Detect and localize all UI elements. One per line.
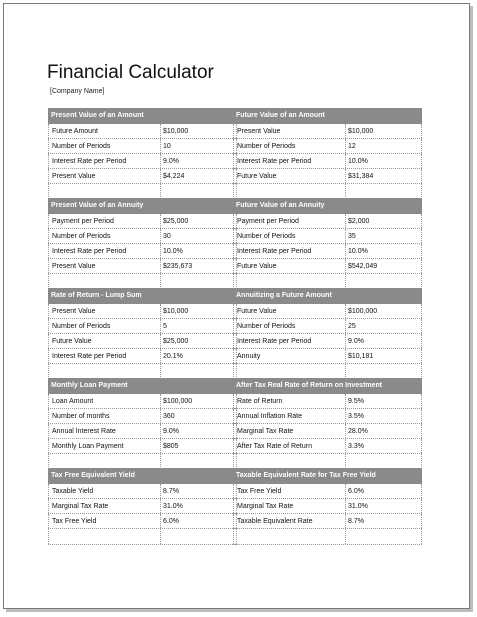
table-row — [233, 259, 422, 274]
row-label: Present Value — [233, 124, 345, 138]
calculator-panel — [48, 108, 237, 200]
table-row — [48, 229, 237, 244]
row-value[interactable] — [345, 529, 422, 544]
row-value[interactable]: $10,000 — [160, 124, 237, 138]
row-label: Annual Interest Rate — [48, 424, 160, 438]
table-row — [48, 514, 237, 529]
row-label: Rate of Return — [233, 394, 345, 408]
row-label: Number of Periods — [48, 229, 160, 243]
row-label: Number of Periods — [48, 319, 160, 333]
table-row — [233, 244, 422, 259]
table-row — [48, 139, 237, 154]
table-row — [233, 139, 422, 154]
row-label — [233, 274, 345, 289]
table-row — [48, 364, 237, 379]
table-row — [48, 214, 237, 229]
calculator-panel — [48, 198, 237, 290]
table-row — [233, 454, 422, 469]
row-label — [233, 184, 345, 199]
panel-title: Future Value of an Annuity — [233, 198, 422, 214]
row-value[interactable]: 8.7% — [160, 484, 237, 498]
table-row — [233, 169, 422, 184]
row-label — [233, 364, 345, 379]
table-row — [48, 529, 237, 544]
panel-title: Monthly Loan Payment — [48, 378, 237, 394]
table-row — [48, 424, 237, 439]
table-row — [233, 439, 422, 454]
table-row — [233, 274, 422, 289]
calculator-panel — [233, 198, 422, 290]
row-label: Interest Rate per Period — [233, 244, 345, 258]
row-label: Number of Periods — [233, 319, 345, 333]
table-row — [48, 409, 237, 424]
table-row — [48, 274, 237, 289]
row-label: Number of Periods — [233, 229, 345, 243]
table-row — [48, 244, 237, 259]
row-label: Loan Amount — [48, 394, 160, 408]
company-name: [Company Name] — [50, 88, 105, 95]
row-value[interactable]: 31.0% — [345, 499, 422, 513]
row-label: Interest Rate per Period — [233, 334, 345, 348]
panel-title: Present Value of an Annuity — [48, 198, 237, 214]
table-row — [48, 454, 237, 469]
table-row — [233, 514, 422, 529]
table-row — [233, 124, 422, 139]
row-value[interactable]: 12 — [345, 139, 422, 153]
row-value[interactable] — [345, 274, 422, 289]
row-value[interactable] — [160, 454, 237, 469]
panel-title: Present Value of an Amount — [48, 108, 237, 124]
calculator-panel — [233, 468, 422, 545]
row-value[interactable]: 10.0% — [345, 244, 422, 258]
row-value[interactable]: 360 — [160, 409, 237, 423]
row-value[interactable]: $100,000 — [345, 304, 422, 318]
table-row — [233, 364, 422, 379]
calculator-panel — [233, 108, 422, 200]
row-value[interactable] — [160, 184, 237, 199]
table-row — [233, 334, 422, 349]
row-value[interactable]: $25,000 — [160, 334, 237, 348]
row-value[interactable]: 25 — [345, 319, 422, 333]
row-value[interactable]: 10.0% — [345, 154, 422, 168]
table-row — [233, 484, 422, 499]
row-label: Future Value — [233, 259, 345, 273]
row-value[interactable]: 9.0% — [160, 154, 237, 168]
row-label: Taxable Yield — [48, 484, 160, 498]
panel-title: Future Value of an Amount — [233, 108, 422, 124]
calculator-panel — [48, 288, 237, 380]
row-label: Number of months — [48, 409, 160, 423]
row-value[interactable]: 5 — [160, 319, 237, 333]
row-label: Interest Rate per Period — [233, 154, 345, 168]
row-label: Annual Inflation Rate — [233, 409, 345, 423]
row-label — [48, 454, 160, 469]
panel-title: Tax Free Equivalent Yield — [48, 468, 237, 484]
row-label: Present Value — [48, 169, 160, 183]
table-row — [48, 334, 237, 349]
table-row — [48, 349, 237, 364]
row-value[interactable]: 9.5% — [345, 394, 422, 408]
row-value[interactable]: $25,000 — [160, 214, 237, 228]
table-row — [48, 304, 237, 319]
row-value[interactable]: 8.7% — [345, 514, 422, 528]
row-label: Annuity — [233, 349, 345, 363]
row-label: Payment per Period — [233, 214, 345, 228]
row-value[interactable] — [345, 184, 422, 199]
table-row — [48, 439, 237, 454]
table-row — [48, 319, 237, 334]
calculator-panel — [48, 468, 237, 545]
row-value[interactable]: $10,000 — [160, 304, 237, 318]
panel-title: Rate of Return - Lump Sum — [48, 288, 237, 304]
table-row — [233, 154, 422, 169]
table-row — [48, 124, 237, 139]
row-value[interactable] — [345, 364, 422, 379]
row-value[interactable]: 9.0% — [160, 424, 237, 438]
row-label: Taxable Equivalent Rate — [233, 514, 345, 528]
row-label: After Tax Rate of Return — [233, 439, 345, 453]
row-value[interactable]: $805 — [160, 439, 237, 453]
row-label: Interest Rate per Period — [48, 349, 160, 363]
row-label: Interest Rate per Period — [48, 244, 160, 258]
calculator-panel — [48, 378, 237, 470]
calculator-panel — [233, 288, 422, 380]
row-label — [233, 529, 345, 544]
row-label: Future Value — [233, 169, 345, 183]
row-label: Payment per Period — [48, 214, 160, 228]
row-value[interactable]: 28.0% — [345, 424, 422, 438]
table-row — [233, 499, 422, 514]
table-row — [233, 424, 422, 439]
row-value[interactable]: 20.1% — [160, 349, 237, 363]
row-label: Present Value — [48, 259, 160, 273]
row-value[interactable]: 3.5% — [345, 409, 422, 423]
row-value[interactable]: 10.0% — [160, 244, 237, 258]
table-row — [48, 394, 237, 409]
table-row — [233, 229, 422, 244]
panel-title: After Tax Real Rate of Return on Investment — [233, 378, 422, 394]
table-row — [48, 184, 237, 199]
table-row — [233, 394, 422, 409]
row-value[interactable]: $2,000 — [345, 214, 422, 228]
calculator-panel — [233, 378, 422, 470]
row-value[interactable] — [160, 364, 237, 379]
row-label: Marginal Tax Rate — [233, 499, 345, 513]
table-row — [233, 349, 422, 364]
row-value[interactable]: 10 — [160, 139, 237, 153]
table-row — [48, 499, 237, 514]
table-row — [233, 304, 422, 319]
row-value[interactable] — [345, 454, 422, 469]
row-value[interactable]: $10,181 — [345, 349, 422, 363]
row-label — [48, 274, 160, 289]
row-label: Future Value — [48, 334, 160, 348]
table-row — [48, 154, 237, 169]
row-value[interactable]: 35 — [345, 229, 422, 243]
page-title: Financial Calculator — [47, 62, 214, 83]
row-label: Monthly Loan Payment — [48, 439, 160, 453]
row-label — [48, 529, 160, 544]
table-row — [233, 319, 422, 334]
row-value[interactable]: 30 — [160, 229, 237, 243]
row-label: Tax Free Yield — [48, 514, 160, 528]
row-value[interactable]: $235,673 — [160, 259, 237, 273]
row-label — [233, 454, 345, 469]
table-row — [233, 529, 422, 544]
row-label: Present Value — [48, 304, 160, 318]
row-label — [48, 184, 160, 199]
row-label: Marginal Tax Rate — [233, 424, 345, 438]
row-label: Tax Free Yield — [233, 484, 345, 498]
row-label: Future Amount — [48, 124, 160, 138]
table-row — [233, 184, 422, 199]
table-row — [233, 409, 422, 424]
table-row — [233, 214, 422, 229]
row-value[interactable]: $31,384 — [345, 169, 422, 183]
row-label: Number of Periods — [233, 139, 345, 153]
row-value[interactable]: 6.0% — [160, 514, 237, 528]
row-value[interactable]: 3.3% — [345, 439, 422, 453]
row-value[interactable]: 31.0% — [160, 499, 237, 513]
table-row — [48, 169, 237, 184]
row-value[interactable] — [160, 529, 237, 544]
row-label: Number of Periods — [48, 139, 160, 153]
table-row — [48, 259, 237, 274]
panel-title: Annuitizing a Future Amount — [233, 288, 422, 304]
row-label: Marginal Tax Rate — [48, 499, 160, 513]
row-label: Future Value — [233, 304, 345, 318]
row-value[interactable]: 9.0% — [345, 334, 422, 348]
row-value[interactable]: $4,224 — [160, 169, 237, 183]
row-label: Interest Rate per Period — [48, 154, 160, 168]
panel-title: Taxable Equivalent Rate for Tax Free Yield — [233, 468, 422, 484]
row-label — [48, 364, 160, 379]
row-value[interactable]: $542,049 — [345, 259, 422, 273]
row-value[interactable] — [160, 274, 237, 289]
row-value[interactable]: 6.0% — [345, 484, 422, 498]
table-row — [48, 484, 237, 499]
row-value[interactable]: $100,000 — [160, 394, 237, 408]
row-value[interactable]: $10,000 — [345, 124, 422, 138]
